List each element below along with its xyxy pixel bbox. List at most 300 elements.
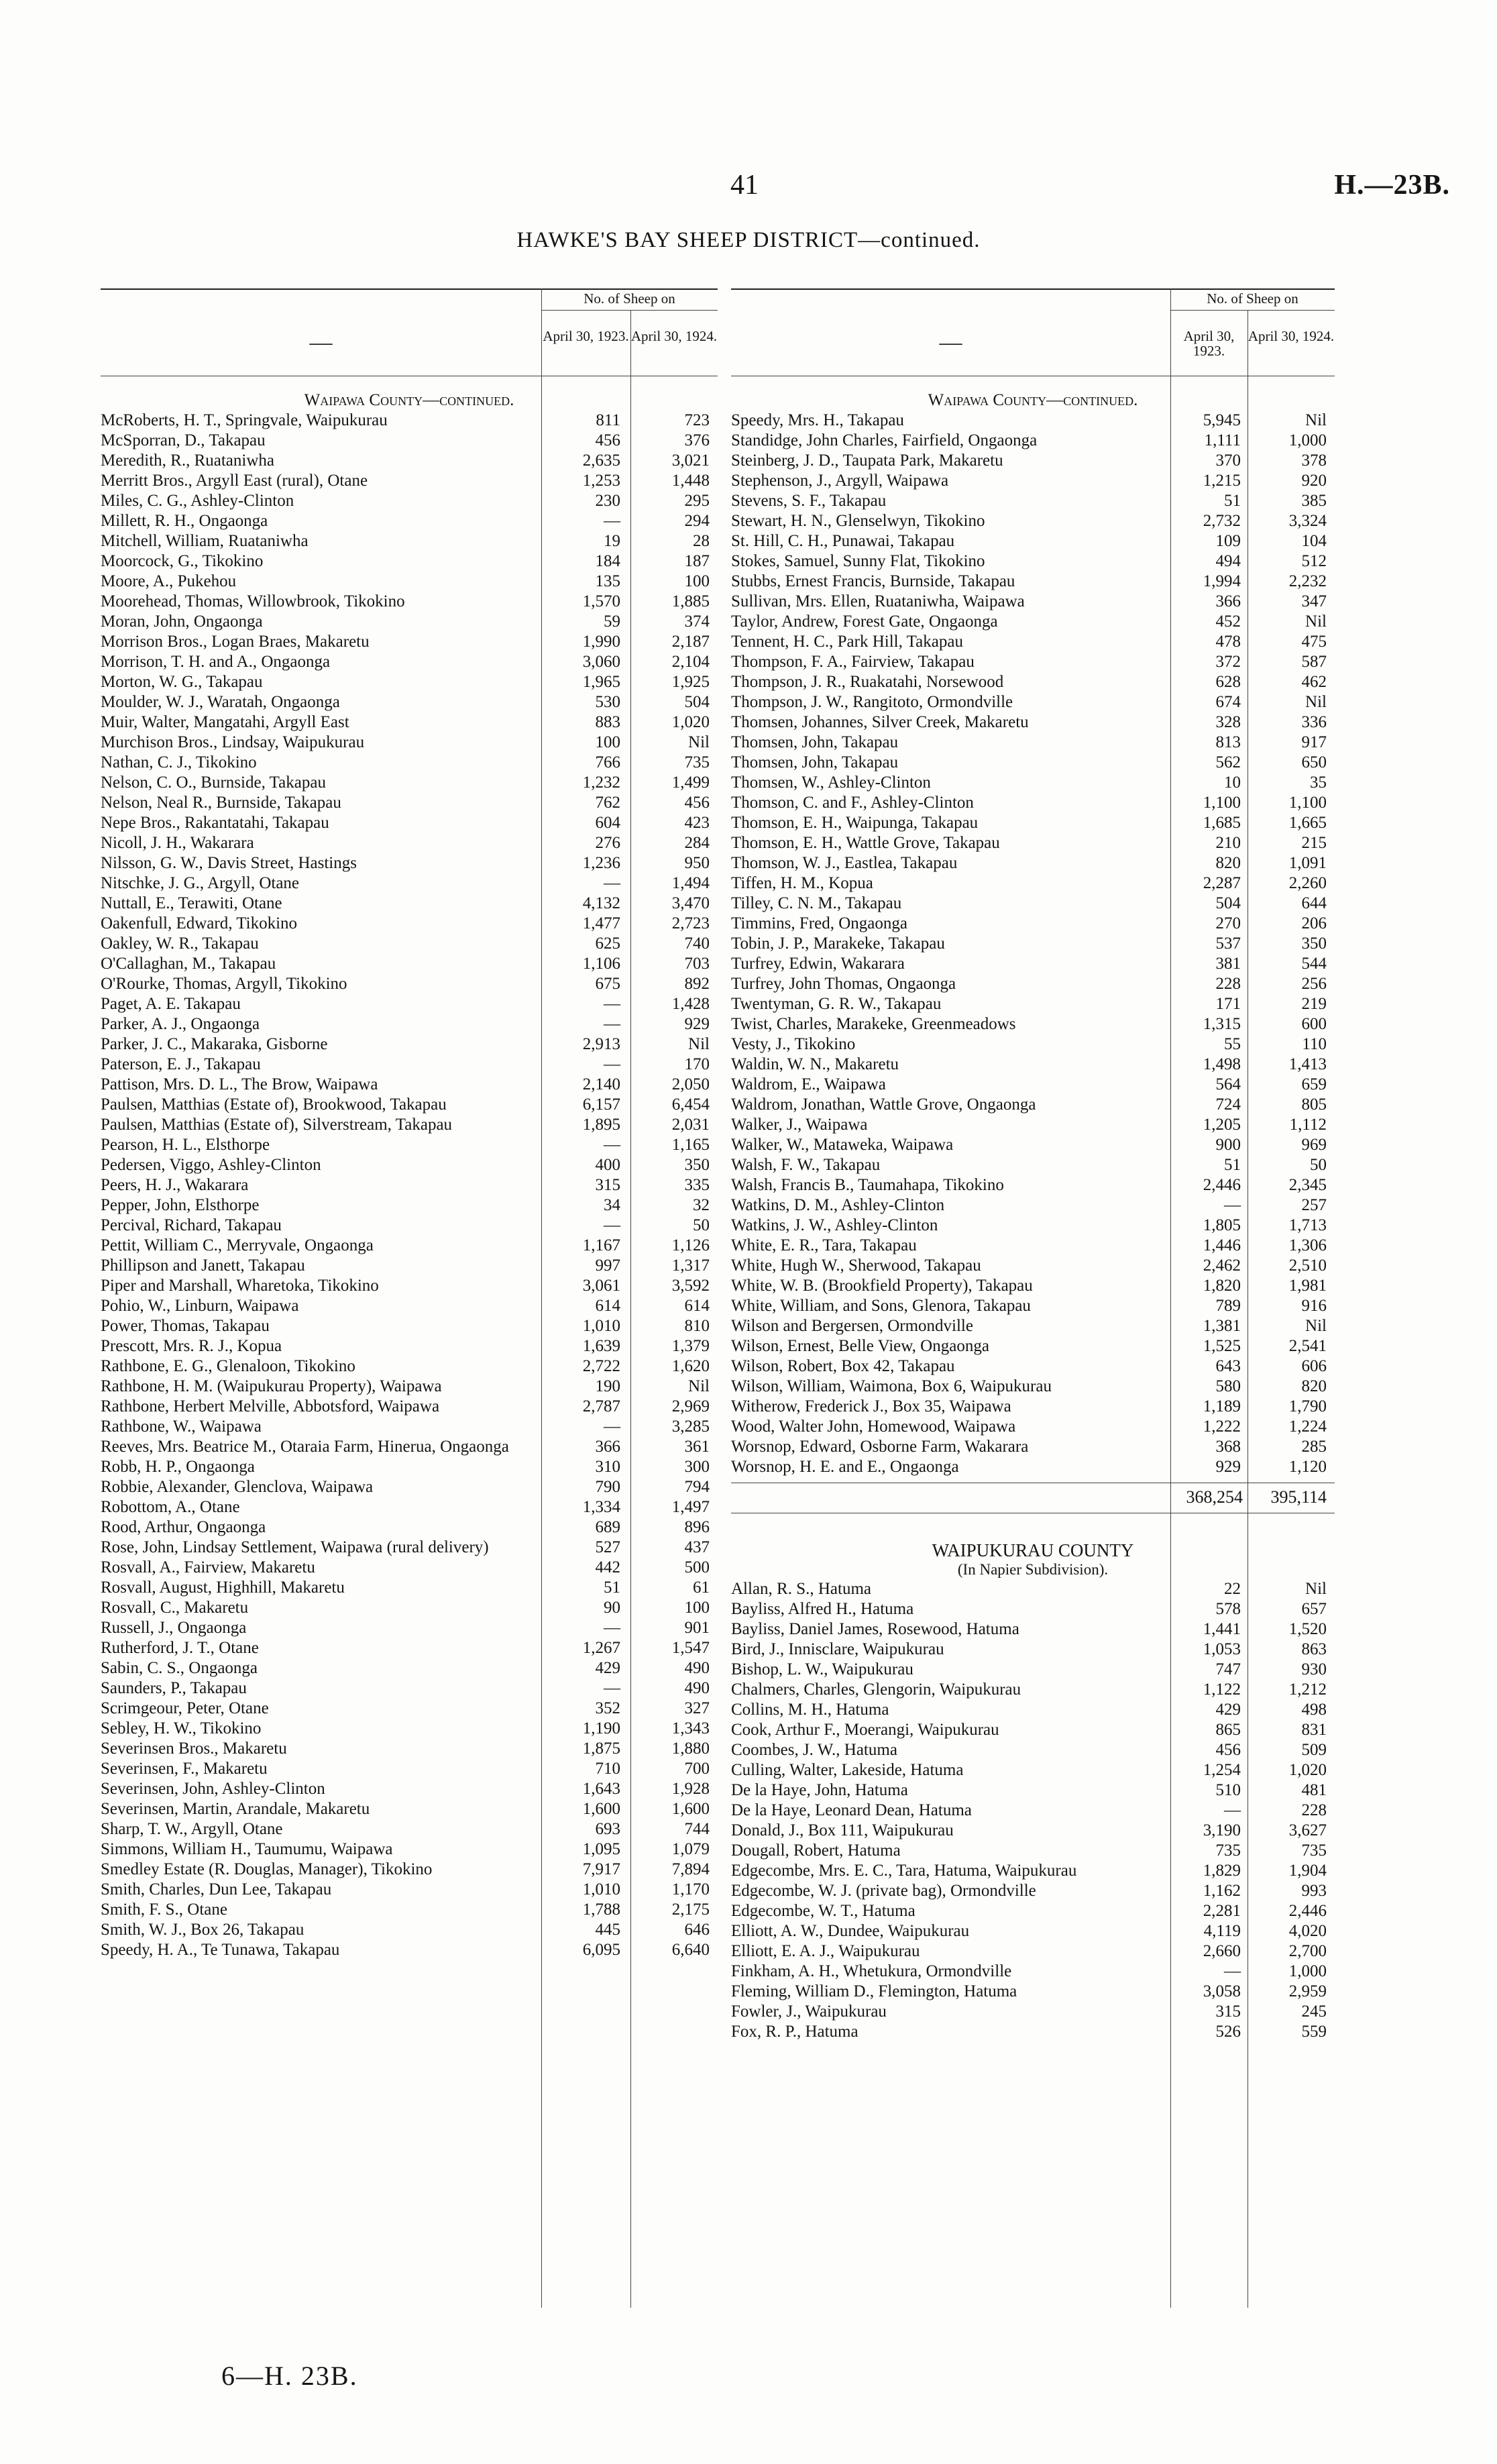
sheep-1923: 456 (1215, 1741, 1241, 1759)
sheep-1923: 997 (595, 1256, 620, 1275)
sheep-1923: 578 (1215, 1600, 1241, 1618)
sheep-1923: — (1224, 1196, 1241, 1214)
right-table (731, 288, 1335, 2314)
holder-name: Oakley, W. R., Takapau (101, 934, 259, 953)
table-row (731, 1720, 1335, 1740)
page-number: 41 (730, 170, 759, 201)
table-row (731, 1095, 1335, 1115)
holder-name: Nepe Bros., Rakantatahi, Takapau (101, 814, 329, 832)
holder-name: Thomson, C. and F., Ashley-Clinton (731, 794, 974, 812)
holder-name: Prescott, Mrs. R. J., Kopua (101, 1337, 282, 1355)
sheep-1923: 2,446 (1203, 1176, 1241, 1194)
sheep-1923: 100 (595, 733, 620, 751)
table-row (101, 773, 718, 793)
sheep-1924: 257 (1301, 1196, 1327, 1214)
holder-name: Mitchell, William, Ruataniwha (101, 532, 309, 550)
sheep-1924: Nil (688, 733, 710, 751)
holder-name: Phillipson and Janett, Takapau (101, 1256, 305, 1275)
sheep-1923: 1,965 (582, 673, 620, 691)
table-row (731, 672, 1335, 692)
table-row (731, 1821, 1335, 1841)
sheep-1924: 1,904 (1288, 1862, 1327, 1880)
holder-name: Fowler, J., Waipukurau (731, 2002, 887, 2021)
sheep-1924: 831 (1301, 1721, 1327, 1739)
sheep-1924: 1,620 (671, 1357, 710, 1375)
holder-name: Nuttall, E., Terawiti, Otane (101, 894, 282, 912)
table-row (731, 1155, 1335, 1175)
table-row (101, 1256, 718, 1276)
holder-name: Watkins, J. W., Ashley-Clinton (731, 1216, 938, 1234)
holder-name: Pattison, Mrs. D. L., The Brow, Waipawa (101, 1075, 378, 1093)
holder-name: Russell, J., Ongaonga (101, 1619, 247, 1637)
holder-name: Wilson, Ernest, Belle View, Ongaonga (731, 1337, 989, 1355)
holder-name: Bird, J., Innisclare, Waipukurau (731, 1640, 944, 1658)
holder-name: Walsh, F. W., Takapau (731, 1156, 881, 1174)
table-row (101, 1135, 718, 1155)
holder-name: White, Hugh W., Sherwood, Takapau (731, 1256, 981, 1275)
sheep-1924: 1,928 (671, 1780, 710, 1798)
sheep-1924: 794 (684, 1478, 710, 1496)
holder-name: Paterson, E. J., Takapau (101, 1055, 261, 1073)
holder-name: Worsnop, Edward, Osborne Farm, Wakarara (731, 1438, 1029, 1456)
sheep-1923: 811 (596, 411, 620, 429)
table-row (731, 1296, 1335, 1316)
table-row (731, 1457, 1335, 1477)
table-row (101, 1558, 718, 1578)
sheep-1923: 19 (604, 532, 620, 550)
holder-name: Miles, C. G., Ashley-Clinton (101, 492, 294, 510)
sheep-1923: 456 (595, 431, 620, 449)
sheep-1924: 1,499 (671, 773, 710, 792)
sheep-1923: 478 (1215, 633, 1241, 651)
sheep-1924: 1,020 (1288, 1761, 1327, 1779)
page-title: HAWKE'S BAY SHEEP DISTRICT—continued. (516, 228, 981, 252)
col-1923-header: April 30, 1923. (1183, 328, 1235, 359)
sheep-1923: 625 (595, 934, 620, 953)
sheep-1924: 28 (693, 532, 710, 550)
table-row (101, 1336, 718, 1356)
sheep-1923: 22 (1224, 1580, 1241, 1598)
sheep-1923: 1,788 (582, 1900, 620, 1919)
table-row (731, 1962, 1335, 1982)
holder-name: Pepper, John, Elsthorpe (101, 1196, 260, 1214)
table-row (731, 1579, 1335, 1599)
table-row (731, 1680, 1335, 1700)
sheep-1924: 4,020 (1288, 1922, 1327, 1940)
table-row (731, 1135, 1335, 1155)
sheep-1923: 109 (1215, 532, 1241, 550)
sheep-1923: 1,990 (582, 633, 620, 651)
table-row (101, 1638, 718, 1658)
sheep-1923: 562 (1215, 753, 1241, 771)
sheep-1923: 2,635 (582, 451, 620, 470)
sheep-1923: 310 (595, 1458, 620, 1476)
sheep-1923: 766 (595, 753, 620, 771)
sheep-1923: 1,267 (582, 1639, 620, 1657)
table-row (101, 1739, 718, 1759)
sheep-1923: 3,060 (582, 653, 620, 671)
sheep-1924: 700 (684, 1760, 710, 1778)
table-top-rule (731, 288, 1335, 290)
sheep-1924: 376 (684, 431, 710, 449)
table-row (101, 551, 718, 572)
sheep-1923: 1,570 (582, 592, 620, 610)
holder-name: Thomsen, John, Takapau (731, 733, 899, 751)
sheep-1923: 580 (1215, 1377, 1241, 1395)
sheep-1924: 3,470 (671, 894, 710, 912)
table-row (731, 692, 1335, 712)
sheep-1923: 1,232 (582, 773, 620, 792)
table-row (731, 491, 1335, 511)
sheep-1924: 462 (1301, 673, 1327, 691)
sheep-1923: 689 (595, 1518, 620, 1536)
table-row (731, 1740, 1335, 1760)
sheep-1924: 512 (1301, 552, 1327, 570)
sheep-1923: 228 (1215, 975, 1241, 993)
holder-name: Thomsen, John, Takapau (731, 753, 899, 771)
holder-name: Coombes, J. W., Hatuma (731, 1741, 897, 1759)
holder-name: Merritt Bros., Argyll East (rural), Otane (101, 472, 368, 490)
sheep-1924: Nil (1305, 612, 1327, 631)
sheep-1924: 32 (693, 1196, 710, 1214)
holder-name: Severinsen, F., Makaretu (101, 1760, 268, 1778)
sheep-1923: — (604, 1136, 620, 1154)
table-row (101, 451, 718, 471)
sheep-1923: 2,287 (1203, 874, 1241, 892)
holder-name: Thomsen, Johannes, Silver Creek, Makaretu (731, 713, 1029, 731)
table-row (101, 572, 718, 592)
holder-name: Robb, H. P., Ongaonga (101, 1458, 255, 1476)
table-row (731, 1700, 1335, 1720)
table-row (101, 652, 718, 672)
sheep-1923: 604 (595, 814, 620, 832)
sheep-1924: 901 (684, 1619, 710, 1637)
sheep-1924: 1,497 (671, 1498, 710, 1516)
holder-name: Twist, Charles, Marakeke, Greenmeadows (731, 1015, 1016, 1033)
sheep-1924: 1,880 (671, 1739, 710, 1758)
sheep-1923: — (604, 1015, 620, 1033)
sheep-1924: 437 (684, 1538, 710, 1556)
table-row (101, 1477, 718, 1497)
sheep-1923: 1,253 (582, 472, 620, 490)
sheep-1924: 3,285 (671, 1417, 710, 1436)
sheep-1924: 1,547 (671, 1639, 710, 1657)
left-column (101, 288, 718, 2314)
sheep-1924: 3,324 (1288, 512, 1327, 530)
table-row (101, 733, 718, 753)
sheep-1924: Nil (1305, 411, 1327, 429)
footer-reference: 6—H. 23B. (221, 2361, 358, 2391)
table-row (101, 1497, 718, 1517)
sheep-1924: 1,379 (671, 1337, 710, 1355)
holder-name: Percival, Richard, Takapau (101, 1216, 282, 1234)
table-row (101, 1014, 718, 1034)
table-row (731, 1841, 1335, 1861)
table-row (101, 1538, 718, 1558)
sheep-1924: Nil (1305, 1580, 1327, 1598)
sheep-1923: 1,994 (1203, 572, 1241, 590)
table-row (731, 551, 1335, 572)
table-row (731, 471, 1335, 491)
holder-name: Bayliss, Daniel James, Rosewood, Hatuma (731, 1620, 1019, 1638)
sheep-1923: 762 (595, 794, 620, 812)
name-column-header: — (939, 330, 962, 355)
sheep-1923: 1,222 (1203, 1417, 1241, 1436)
sheep-1923: 1,381 (1203, 1317, 1241, 1335)
holder-name: Power, Thomas, Takapau (101, 1317, 270, 1335)
sheep-1924: 110 (1302, 1035, 1327, 1053)
sheep-1923: 1,441 (1203, 1620, 1241, 1638)
sheep-1924: 100 (684, 1599, 710, 1617)
sheep-1924: 1,428 (671, 995, 710, 1013)
table-row (731, 1619, 1335, 1640)
sheep-1924: 1,713 (1288, 1216, 1327, 1234)
sheep-1924: Nil (1305, 1317, 1327, 1335)
sheep-1924: 3,021 (671, 451, 710, 470)
table-row (731, 1881, 1335, 1901)
table-row (731, 531, 1335, 551)
sheep-1924: 2,104 (671, 653, 710, 671)
table-row (101, 431, 718, 451)
sheep-1924: 6,640 (671, 1941, 710, 1959)
table-row (101, 511, 718, 531)
sheep-1924: 917 (1301, 733, 1327, 751)
holder-name: Bayliss, Alfred H., Hatuma (731, 1600, 914, 1618)
sheep-1923: 2,732 (1203, 512, 1241, 530)
sheep-1923: 7,917 (582, 1860, 620, 1878)
holder-name: Thomson, E. H., Wattle Grove, Takapau (731, 834, 1000, 852)
holder-name: White, W. B. (Brookfield Property), Takapau (731, 1277, 1033, 1295)
holder-name: Edgecombe, Mrs. E. C., Tara, Hatuma, Waipukurau (731, 1862, 1077, 1880)
sheep-1923: 230 (595, 492, 620, 510)
holder-name: Paget, A. E. Takapau (101, 995, 241, 1013)
holder-name: Stevens, S. F., Takapau (731, 492, 887, 510)
holder-name: Stewart, H. N., Glenselwyn, Tikokino (731, 512, 985, 530)
table-row (731, 1780, 1335, 1801)
sheep-1924: 2,031 (671, 1116, 710, 1134)
county-heading: WAIPUKURAU COUNTY (932, 1540, 1134, 1560)
holder-name: Nicoll, J. H., Wakarara (101, 834, 254, 852)
sheep-1924: 327 (684, 1699, 710, 1717)
sheep-1924: 2,260 (1288, 874, 1327, 892)
table-row (101, 1115, 718, 1135)
sheep-1924: 744 (684, 1820, 710, 1838)
table-row (101, 471, 718, 491)
sheep-1923: 1,106 (582, 955, 620, 973)
sheep-1924: 930 (1301, 1660, 1327, 1678)
holder-name: Thompson, J. R., Ruakatahi, Norsewood (731, 673, 1004, 691)
table-row (731, 1861, 1335, 1881)
table-row (101, 1236, 718, 1256)
table-row (101, 1578, 718, 1598)
sheep-1923: 537 (1215, 934, 1241, 953)
holder-name: Elliott, E. A. J., Waipukurau (731, 1942, 920, 1960)
county-heading: Waipawa County—continued. (304, 391, 514, 409)
sheep-1924: 2,959 (1288, 1982, 1327, 2000)
sheep-1924: 703 (684, 955, 710, 973)
table-row (101, 974, 718, 994)
sheep-1924: 219 (1301, 995, 1327, 1013)
sheep-1923: 34 (604, 1196, 620, 1214)
sheep-1923: — (604, 1216, 620, 1234)
table-row (101, 1195, 718, 1216)
table-row (731, 1055, 1335, 1075)
table-row (101, 1175, 718, 1195)
sheep-1924: 481 (1301, 1781, 1327, 1799)
table-row (731, 1316, 1335, 1336)
sheep-1924: 456 (684, 794, 710, 812)
sheep-1924: 1,343 (671, 1719, 710, 1737)
table-row (731, 1115, 1335, 1135)
table-row (101, 1799, 718, 1819)
sheep-1923: 372 (1215, 653, 1241, 671)
holder-name: Donald, J., Box 111, Waipukurau (731, 1821, 954, 1839)
sheep-1923: 1,446 (1203, 1236, 1241, 1254)
holder-name: Twentyman, G. R. W., Takapau (731, 995, 942, 1013)
table-row (731, 833, 1335, 853)
sheep-1923: 2,462 (1203, 1256, 1241, 1275)
sheep-1924: 820 (1301, 1377, 1327, 1395)
holder-name: McSporran, D., Takapau (101, 431, 266, 449)
sheep-1924: 2,723 (671, 914, 710, 932)
holder-name: Dougall, Robert, Hatuma (731, 1841, 901, 1860)
sheep-1924: 916 (1301, 1297, 1327, 1315)
sheep-1923: 3,061 (582, 1277, 620, 1295)
holder-name: Moorehead, Thomas, Willowbrook, Tikokino (101, 592, 405, 610)
sheep-1924: 646 (684, 1921, 710, 1939)
table-row (731, 2022, 1335, 2042)
holder-name: Elliott, A. W., Dundee, Waipukurau (731, 1922, 970, 1940)
sheep-1923: 1,010 (582, 1880, 620, 1898)
sheep-1923: 735 (1215, 1841, 1241, 1860)
holder-name: Witherow, Frederick J., Box 35, Waipawa (731, 1397, 1011, 1415)
holder-name: Bishop, L. W., Waipukurau (731, 1660, 913, 1678)
sheep-1924: 896 (684, 1518, 710, 1536)
sheep-1924: 2,969 (671, 1397, 710, 1415)
sheep-1924: 2,345 (1288, 1176, 1327, 1194)
holder-name: Stephenson, J., Argyll, Waipawa (731, 472, 949, 490)
sheep-1924: 969 (1301, 1136, 1327, 1154)
sheep-1923: 883 (595, 713, 620, 731)
sheep-1923: 900 (1215, 1136, 1241, 1154)
holder-name: Rosvall, C., Makaretu (101, 1599, 249, 1617)
sheep-1923: 929 (1215, 1458, 1241, 1476)
sheep-1923: 1,162 (1203, 1882, 1241, 1900)
table-row (731, 1336, 1335, 1356)
table-row (101, 1377, 718, 1397)
sheep-1923: 6,095 (582, 1941, 620, 1959)
table-row (101, 813, 718, 833)
table-row (731, 1901, 1335, 1921)
holder-name: Rosvall, August, Highhill, Makaretu (101, 1578, 345, 1597)
sheep-1924: 810 (684, 1317, 710, 1335)
sheep-1924: 1,079 (671, 1840, 710, 1858)
sheep-1923: 1,236 (582, 854, 620, 872)
holder-name: Robbie, Alexander, Glenclova, Waipawa (101, 1478, 374, 1496)
sheep-1923: 504 (1215, 894, 1241, 912)
sheep-1923: — (604, 1055, 620, 1073)
holder-name: Wilson, William, Waimona, Box 6, Waipukurau (731, 1377, 1052, 1395)
table-row (731, 994, 1335, 1014)
table-row (731, 954, 1335, 974)
sheep-1924: 1,000 (1288, 1962, 1327, 1980)
holder-name: Muir, Walter, Mangatahi, Argyll East (101, 713, 349, 731)
holder-name: Severinsen, Martin, Arandale, Makaretu (101, 1800, 370, 1818)
sheep-1923: 643 (1215, 1357, 1241, 1375)
sheep-1923: 210 (1215, 834, 1241, 852)
sheep-1923: 674 (1215, 693, 1241, 711)
sheep-1924: 35 (1310, 773, 1327, 792)
holder-name: White, E. R., Tara, Takapau (731, 1236, 917, 1254)
holder-name: Cook, Arthur F., Moerangi, Waipukurau (731, 1721, 999, 1739)
sheep-1924: 374 (684, 612, 710, 631)
sheep-1923: 1,167 (582, 1236, 620, 1254)
sheep-1923: 2,787 (582, 1397, 620, 1415)
sheep-1923: 510 (1215, 1781, 1241, 1799)
table-row (731, 873, 1335, 894)
sheep-1924: 1,091 (1288, 854, 1327, 872)
holder-name: Severinsen Bros., Makaretu (101, 1739, 287, 1758)
sheep-1924: 2,700 (1288, 1942, 1327, 1960)
sheep-1923: 1,095 (582, 1840, 620, 1858)
table-row (731, 1175, 1335, 1195)
sheep-1923: 614 (595, 1297, 620, 1315)
holder-name: Edgecombe, W. T., Hatuma (731, 1902, 916, 1920)
sheep-1923: 1,875 (582, 1739, 620, 1758)
total-1923: 368,254 (1186, 1487, 1243, 1507)
header-group-rule (541, 310, 718, 311)
left-table (101, 288, 718, 2314)
sheep-1923: 452 (1215, 612, 1241, 631)
sheep-1924: 1,224 (1288, 1417, 1327, 1436)
holder-name: Nilsson, G. W., Davis Street, Hastings (101, 854, 357, 872)
sheep-1923: 328 (1215, 713, 1241, 731)
holder-name: Scrimgeour, Peter, Otane (101, 1699, 269, 1717)
right-column (731, 288, 1335, 2314)
holder-name: Stokes, Samuel, Sunny Flat, Tikokino (731, 552, 985, 570)
table-row (101, 853, 718, 873)
sheep-1924: 1,885 (671, 592, 710, 610)
table-row (101, 672, 718, 692)
sheep-group-header: No. of Sheep on (584, 290, 675, 307)
sheep-1924: 1,494 (671, 874, 710, 892)
holder-name: Walker, W., Mataweka, Waipawa (731, 1136, 954, 1154)
sheep-1924: 50 (693, 1216, 710, 1234)
sheep-1924: 1,925 (671, 673, 710, 691)
table-row (101, 1598, 718, 1618)
sheep-1923: 1,525 (1203, 1337, 1241, 1355)
table-row (731, 914, 1335, 934)
holder-name: Wilson, Robert, Box 42, Takapau (731, 1357, 955, 1375)
sheep-1923: 1,189 (1203, 1397, 1241, 1415)
table-row (101, 612, 718, 632)
holder-name: Simmons, William H., Taumumu, Waipawa (101, 1840, 393, 1858)
holder-name: Rathbone, H. M. (Waipukurau Property), Waipawa (101, 1377, 442, 1395)
sheep-1923: 813 (1215, 733, 1241, 751)
sheep-1923: 3,058 (1203, 1982, 1241, 2000)
table-row (731, 1599, 1335, 1619)
sheep-1924: 1,000 (1288, 431, 1327, 449)
sheep-1924: 2,510 (1288, 1256, 1327, 1275)
holder-name: Vesty, J., Tikokino (731, 1035, 856, 1053)
sheep-1924: 1,165 (671, 1136, 710, 1154)
table-row (101, 712, 718, 733)
sheep-1923: — (604, 874, 620, 892)
sheep-1923: 368 (1215, 1438, 1241, 1456)
sheep-1923: 370 (1215, 451, 1241, 470)
holder-name: Morrison Bros., Logan Braes, Makaretu (101, 633, 370, 651)
holder-name: Steinberg, J. D., Taupata Park, Makaretu (731, 451, 1003, 470)
